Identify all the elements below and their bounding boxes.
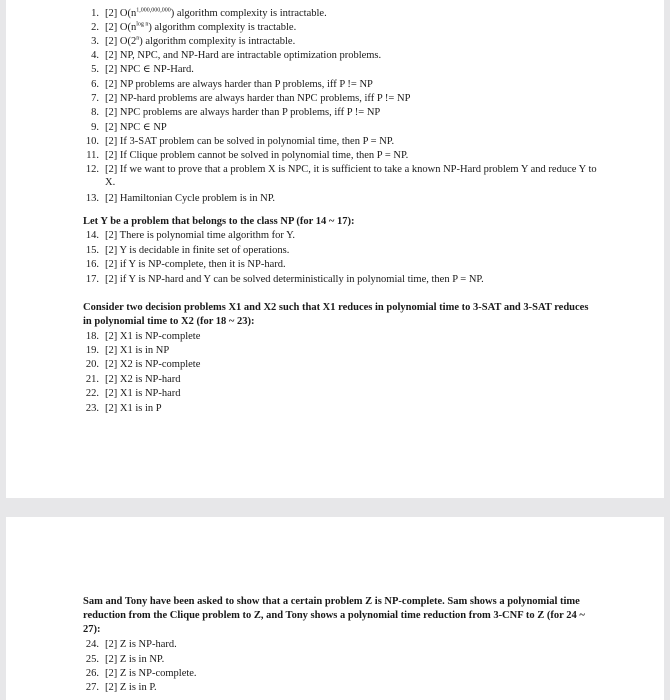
question-number: 20.	[85, 359, 99, 370]
question-text: [2] X1 is NP-complete	[105, 331, 201, 342]
section-heading: Consider two decision problems X1 and X2 such that X1 reduces in polynomial time to 3-SAT and 3-SAT reduces in polynomial time to X2 (for 18 ~ 23):	[83, 302, 589, 327]
question-number: 12.	[85, 164, 99, 175]
question-number: 21.	[85, 374, 99, 385]
question-text: [2] O(2$^n$) algorithm complexity is intractable.	[105, 35, 296, 47]
question-number: 4.	[91, 50, 99, 61]
question-text: [2] Z is in NP.	[105, 654, 165, 665]
question-number: 19.	[85, 345, 99, 356]
question-number: 11.	[86, 150, 99, 161]
question-text: [2] NP-hard problems are always harder than NPC problems, iff P != NP	[105, 93, 411, 104]
question-text: [2] Y is decidable in finite set of operations.	[105, 245, 290, 256]
question-number: 15.	[85, 245, 99, 256]
question-page-1	[6, 0, 664, 498]
question-text: [2] There is polynomial time algorithm for Y.	[105, 230, 295, 241]
question-number: 9.	[91, 122, 99, 133]
question-number: 7.	[91, 93, 99, 104]
question-text: [2] X2 is NP-complete	[105, 359, 201, 370]
question-text: [2] X1 is in P	[105, 403, 162, 414]
question-number: 25.	[85, 654, 99, 665]
question-page-2	[6, 517, 664, 700]
question-text: [2] if Y is NP-hard and Y can be solved deterministically in polynomial time, then P = NP.	[105, 274, 484, 285]
question-number: 24.	[85, 639, 99, 650]
question-text: [2] X1 is in NP	[105, 345, 170, 356]
question-text: [2] X2 is NP-hard	[105, 374, 181, 385]
question-text: [2] NP, NPC, and NP-Hard are intractable optimization problems.	[105, 50, 382, 61]
question-text: [2] X1 is NP-hard	[105, 388, 181, 399]
section-heading: Sam and Tony have been asked to show that a certain problem Z is NP-complete. Sam shows a polynomial time reduction from the Clique problem to Z, and Tony shows a polynomial time reduction from 3-CNF to Z (for 24 ~ 27):	[83, 596, 585, 635]
question-number: 18.	[85, 331, 99, 342]
question-text: [2] Z is NP-hard.	[105, 639, 177, 650]
question-text: [2] If 3-SAT problem can be solved in polynomial time, then P = NP.	[105, 136, 395, 147]
question-text: [2] Z is NP-complete.	[105, 668, 197, 679]
question-text: [2] if Y is NP-complete, then it is NP-hard.	[105, 259, 286, 270]
question-number: 26.	[85, 668, 99, 679]
question-number: 6.	[91, 79, 99, 90]
question-number: 13.	[85, 193, 99, 204]
question-text: [2] NPC ∈ NP	[105, 122, 167, 133]
section-heading: Let Y be a problem that belongs to the class NP (for 14 ~ 17):	[83, 216, 355, 227]
question-text: [2] NP problems are always harder than P problems, iff P != NP	[105, 79, 373, 90]
question-number: 10.	[85, 136, 99, 147]
question-number: 16.	[85, 259, 99, 270]
question-text: [2] If Clique problem cannot be solved in polynomial time, then P = NP.	[105, 150, 409, 161]
question-text: [2] $O(n^{1,000,000,000})$ algorithm complexity is intractable.	[105, 7, 327, 19]
question-number: 14.	[85, 230, 99, 241]
question-number: 1.	[91, 8, 99, 19]
question-text: [2] NPC ∈ NP-Hard.	[105, 64, 194, 75]
question-number: 27.	[85, 682, 99, 693]
question-number: 2.	[91, 22, 99, 33]
question-number: 22.	[85, 388, 99, 399]
question-number: 3.	[91, 36, 99, 47]
question-number: 17.	[85, 274, 99, 285]
question-number: 5.	[91, 64, 99, 75]
question-text: [2] Z is in P.	[105, 682, 157, 693]
question-text: [2] $O(n^{log n})$ algorithm complexity is tractable.	[105, 21, 297, 33]
question-number: 8.	[91, 107, 99, 118]
question-text: [2] NPC problems are always harder than P problems, iff P != NP	[105, 107, 381, 118]
question-number: 23.	[85, 403, 99, 414]
question-text: [2] If we want to prove that a problem X is NPC, it is sufficient to take a known NP-Hard problem Y and reduce Y to X.	[105, 164, 597, 188]
question-text: [2] Hamiltonian Cycle problem is in NP.	[105, 193, 276, 204]
